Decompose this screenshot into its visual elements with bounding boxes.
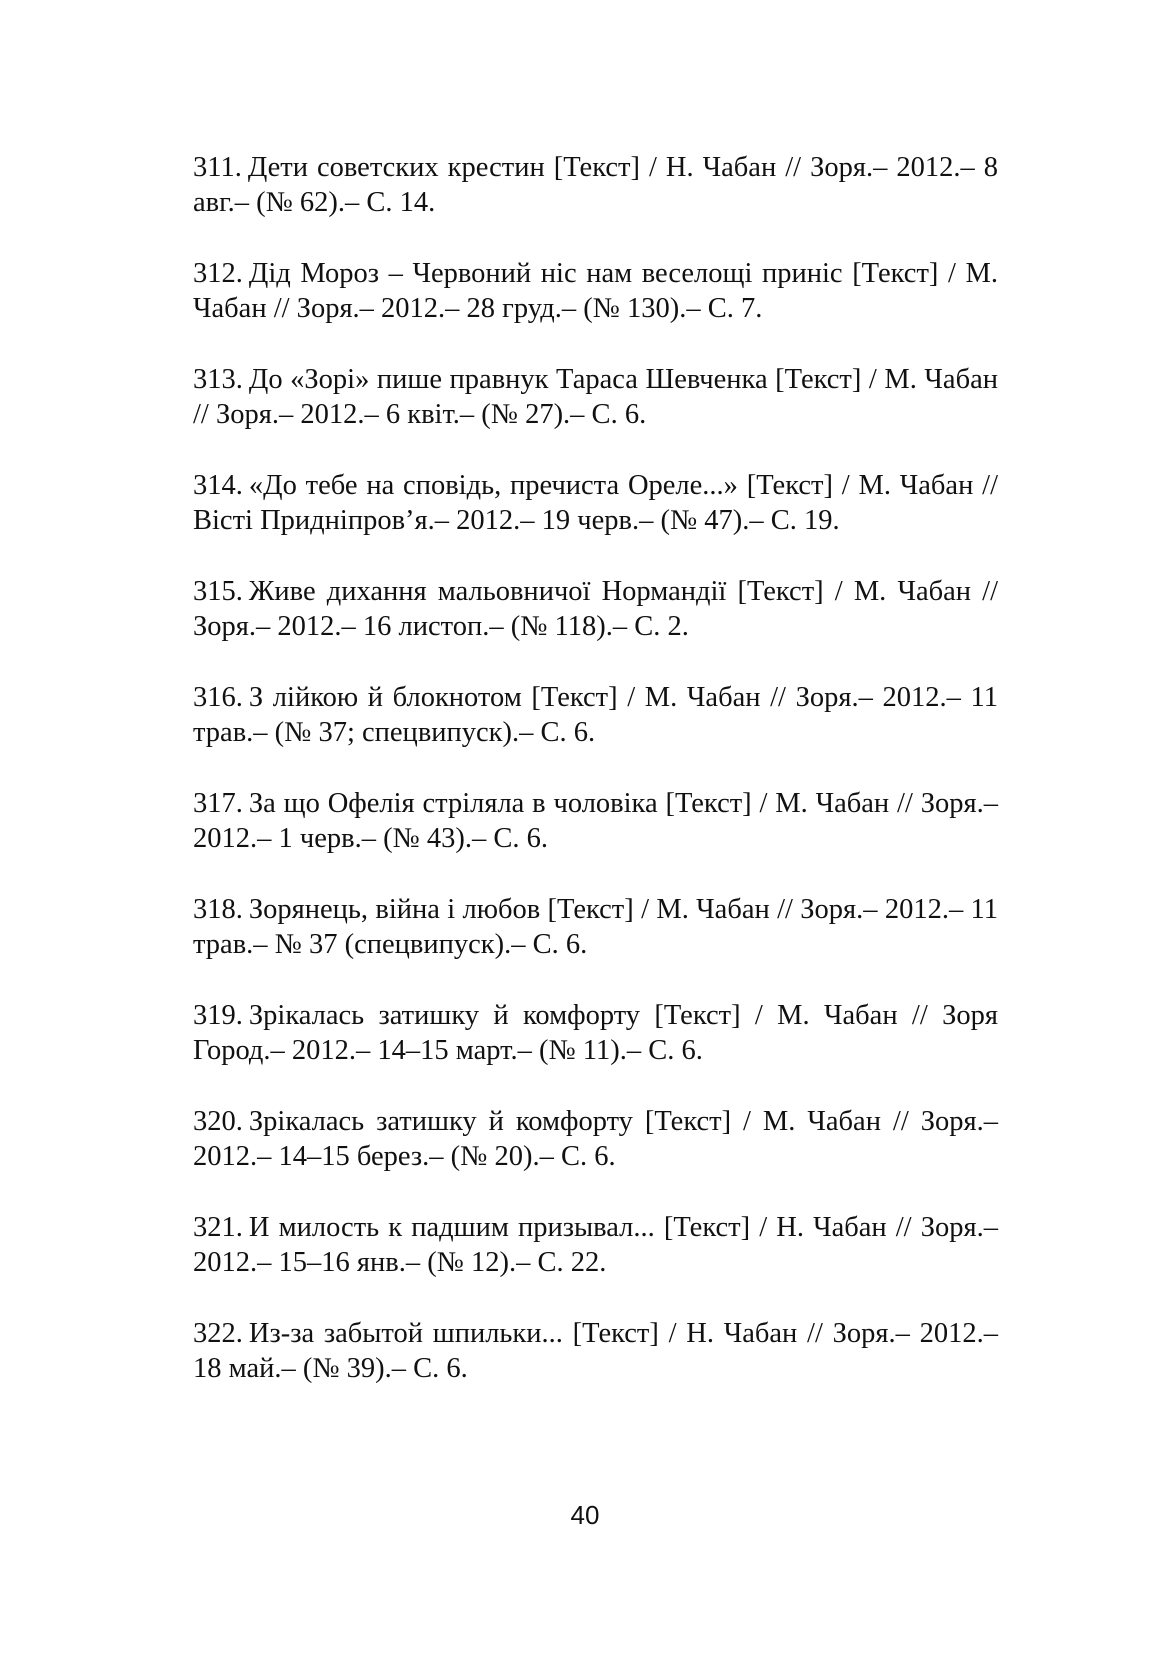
entry-text: З лійкою й блокнотом [Текст] / М. Чабан // Зоря.– 2012.– 11 трав.– (№ 37; спецвипуск).– С. 6. [193,682,998,748]
bibliography-entry [193,468,998,538]
bibliography-entry [193,362,998,432]
entry-text: За що Офелія стріляла в чоловіка [Текст] / М. Чабан // Зоря.– 2012.– 1 черв.– (№ 43).– С. 6. [193,788,998,854]
entry-number: 316. [193,682,243,713]
entry-text: Зрікалась затишку й комфорту [Текст] / М. Чабан // Зоря Город.– 2012.– 14–15 март.– (№ 11).– С. 6. [193,1000,998,1066]
bibliography-entry [193,786,998,856]
bibliography-entry [193,998,998,1068]
entry-number: 313. [193,364,243,395]
entry-text: Дід Мороз – Червоний ніс нам веселощі приніс [Текст] / М. Чабан // Зоря.– 2012.– 28 груд.– (№ 130).– С. 7. [193,258,998,324]
entry-text: До «Зорі» пише правнук Тараса Шевченка [Текст] / М. Чабан // Зоря.– 2012.– 6 квіт.– (№ 27).– С. 6. [193,364,998,430]
bibliography-entry [193,892,998,962]
bibliography-entry [193,1210,998,1280]
entry-text: Зорянець, війна і любов [Текст] / М. Чабан // Зоря.– 2012.– 11 трав.– № 37 (спецвипуск).– С. 6. [193,894,998,960]
bibliography-entry [193,1104,998,1174]
entry-text: И милость к падшим призывал... [Текст] / Н. Чабан // Зоря.– 2012.– 15–16 янв.– (№ 12).– С. 22. [193,1212,998,1278]
bibliography-entry [193,574,998,644]
entry-text: Зрікалась затишку й комфорту [Текст] / М. Чабан // Зоря.– 2012.– 14–15 берез.– (№ 20).– С. 6. [193,1106,998,1172]
entry-text: Живе дихання мальовничої Нормандії [Текст] / М. Чабан // Зоря.– 2012.– 16 листоп.– (№ 118).– С. 2. [193,576,998,642]
entry-number: 317. [193,788,243,819]
bibliography-entry [193,1316,998,1386]
entry-number: 320. [193,1106,243,1137]
entry-text: «До тебе на сповідь, пречиста Ореле...» [Текст] / М. Чабан // Вісті Придніпров’я.– 2012.– 19 черв.– (№ 47).– С. 19. [193,470,998,536]
entry-number: 312. [193,258,243,289]
bibliography-entry [193,150,998,220]
entry-number: 319. [193,1000,243,1031]
entry-number: 321. [193,1212,243,1243]
entry-number: 314. [193,470,243,501]
bibliography-entry [193,256,998,326]
bibliography-list [193,150,998,1422]
entry-number: 311. [193,152,242,183]
entry-number: 318. [193,894,243,925]
entry-text: Из-за забытой шпильки... [Текст] / Н. Чабан // Зоря.– 2012.– 18 май.– (№ 39).– С. 6. [193,1318,998,1384]
entry-number: 322. [193,1318,243,1349]
page-number: 40 [570,1500,600,1530]
entry-number: 315. [193,576,243,607]
bibliography-entry [193,680,998,750]
entry-text: Дети советских крестин [Текст] / Н. Чабан // Зоря.– 2012.– 8 авг.– (№ 62).– С. 14. [193,152,998,218]
